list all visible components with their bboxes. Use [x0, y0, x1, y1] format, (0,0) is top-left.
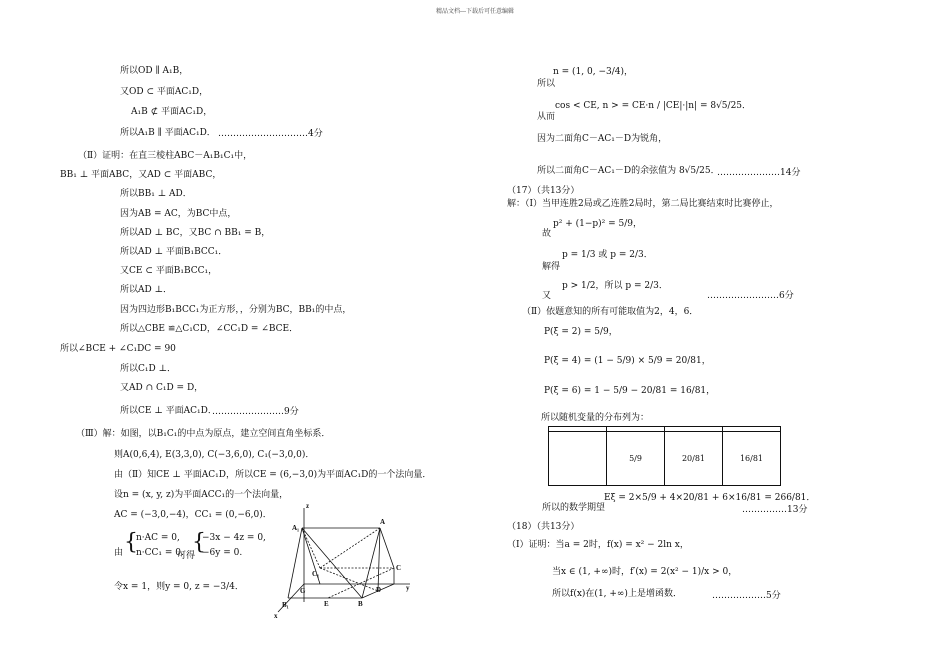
proof-line: A₁B ⊄ 平面AC₁D，: [131, 107, 213, 117]
page-header: 精品文档---下载后可任意编辑: [435, 8, 515, 15]
proof-line: BB₁ ⊥ 平面ABC，又AD ⊂ 平面ABC，: [60, 170, 222, 180]
proof-line: 所以AD ⊥ 平面B₁BCC₁．: [120, 247, 228, 257]
system-prefix: 由: [114, 548, 124, 558]
proof-line: 则A(0,6,4), E(3,3,0), C(−3,6,0), C₁(−3,0,0)．: [114, 450, 315, 460]
math-line: 所以随机变量的分布列为：: [541, 413, 650, 423]
math-prefix: 故: [542, 229, 552, 239]
score-mark: …………………………4分: [218, 129, 323, 139]
math-prefix: 所以: [537, 79, 556, 89]
math-line: n = (1, 0, −3/4)，: [553, 67, 634, 77]
vertex-label-a1: A₁: [292, 524, 300, 532]
section-heading: （Ⅲ）解：如图，以B₁C₁的中点为原点，建立空间直角坐标系．: [76, 429, 331, 439]
math-prefix: 从而: [537, 112, 556, 122]
math-line: p² + (1−p)² = 5/9，: [553, 219, 643, 229]
proof-line: 所以∠BCE + ∠C₁DC = 90: [60, 344, 176, 354]
vertex-label-b: B: [358, 600, 363, 608]
axis-label-x: x: [274, 612, 278, 620]
math-line: 因为二面角C－AC₁－D为锐角，: [537, 134, 668, 144]
math-prefix: 又: [542, 291, 552, 301]
vertex-label-c1: C₁: [312, 570, 320, 578]
proof-line: 所以BB₁ ⊥ AD．: [120, 189, 192, 199]
distribution-table: [548, 426, 781, 486]
system-eq: −3x − 4z = 0,: [202, 533, 266, 543]
proof-line: 因为四边形B₁BCC₁为正方形，，分别为BC，BB₁的中点，: [120, 305, 352, 315]
vertex-label-d: D: [376, 586, 382, 594]
proof-line: 由（Ⅱ）知CE ⊥ 平面AC₁D，所以CE = (6,−3,0)为平面AC₁D的一个法向量．: [114, 470, 432, 480]
system-connector: 可得: [177, 551, 196, 561]
proof-line: 所以AD ⊥．: [120, 285, 173, 295]
math-line: P(ξ = 4) = (1 − 5/9) × 5/9 = 20/81，: [544, 356, 711, 366]
section-heading: （Ⅱ）证明：在直三棱柱ABC－A₁B₁C₁中，: [78, 151, 253, 161]
proof-line: 所以AD ⊥ BC，又BC ∩ BB₁ = B，: [120, 228, 271, 238]
score-mark: ………………5分: [712, 591, 781, 601]
table-cell: 5/9: [607, 432, 665, 486]
table-cell: 16/81: [723, 432, 781, 486]
proof-line: AC = (−3,0,−4)，CC₁ = (0,−6,0)．: [114, 510, 272, 520]
proof-line: 令x = 1，则y = 0, z = −3/4．: [114, 582, 244, 592]
math-line: p > 1/2，所以 p = 2/3．: [562, 281, 668, 291]
vertex-label-e: E: [324, 600, 329, 608]
table-cell: 20/81: [665, 432, 723, 486]
proof-line: 又AD ∩ C₁D = D，: [120, 383, 204, 393]
math-line: 所以二面角C－AC₁－D的余弦值为 8√5/25．: [537, 166, 720, 176]
math-line: 解：（Ⅰ）当甲连胜2局或乙连胜2局时，第二局比赛结束时比赛停止，: [507, 199, 779, 209]
prism-figure: [268, 498, 416, 620]
proof-line: 所以A₁B ∥ 平面AC₁D．: [120, 128, 216, 138]
brace-left: {: [124, 530, 138, 555]
vertex-label-g: G: [300, 587, 306, 595]
math-line: p = 1/3 或 p = 2/3．: [562, 250, 653, 260]
table-cell: [549, 432, 607, 486]
problem-heading: （17）（共13分）: [507, 186, 580, 196]
score-mark: …………………14分: [717, 168, 801, 178]
vertex-label-b1: B₁: [282, 601, 289, 609]
proof-line: 所以△CBE ≌△C₁CD，∠CC₁D = ∠BCE．: [120, 324, 299, 334]
section-heading: （Ⅱ）依题意知的所有可能取值为2，4，6．: [522, 307, 699, 317]
axis-label-y: y: [406, 584, 410, 592]
proof-line: 所以C₁D ⊥．: [120, 364, 177, 374]
vertex-label-c: C: [396, 564, 402, 572]
brace-right: {: [192, 530, 206, 555]
axis-label-z: z: [306, 502, 310, 510]
proof-line: 设n = (x, y, z)为平面ACC₁的一个法向量，: [114, 490, 289, 500]
math-line: P(ξ = 2) = 5/9，: [544, 327, 618, 337]
math-line: 当x ∈ (1, +∞)时，f′(x) = 2(x² − 1)/x > 0，: [552, 567, 738, 577]
math-line: P(ξ = 6) = 1 − 5/9 − 20/81 = 16/81，: [544, 386, 716, 396]
proof-line: 所以OD ∥ A₁B，: [120, 66, 189, 76]
proof-line: 又OD ⊂ 平面AC₁D，: [120, 87, 209, 97]
system-eq: n·AC = 0,: [136, 533, 180, 543]
math-line: cos < CE, n > = CE·n / |CE|·|n| = 8√5/25．: [555, 101, 752, 111]
math-line: 所以f(x)在(1, +∞)上是增函数．: [552, 589, 682, 599]
proof-line: 又CE ⊂ 平面B₁BCC₁，: [120, 266, 218, 276]
problem-heading: （18）（共13分）: [507, 522, 580, 532]
proof-line: 因为AB = AC，为BC中点，: [120, 209, 237, 219]
math-line: （Ⅰ）证明：当a = 2时，f(x) = x² − 2ln x，: [507, 540, 689, 550]
score-mark: ……………13分: [742, 505, 808, 515]
vertex-label-a: A: [380, 518, 386, 526]
math-prefix: 所以的数学期望: [542, 503, 606, 513]
math-line: Eξ = 2×5/9 + 4×20/81 + 6×16/81 = 266/81．: [604, 493, 816, 503]
math-prefix: 解得: [542, 262, 561, 272]
proof-line: 所以CE ⊥ 平面AC₁D．: [120, 406, 217, 416]
score-mark: ……………………9分: [212, 407, 299, 417]
system-eq: n·CC₁ = 0.: [136, 548, 184, 558]
score-mark: ……………………6分: [707, 291, 794, 301]
system-eq: −6y = 0.: [202, 548, 243, 558]
